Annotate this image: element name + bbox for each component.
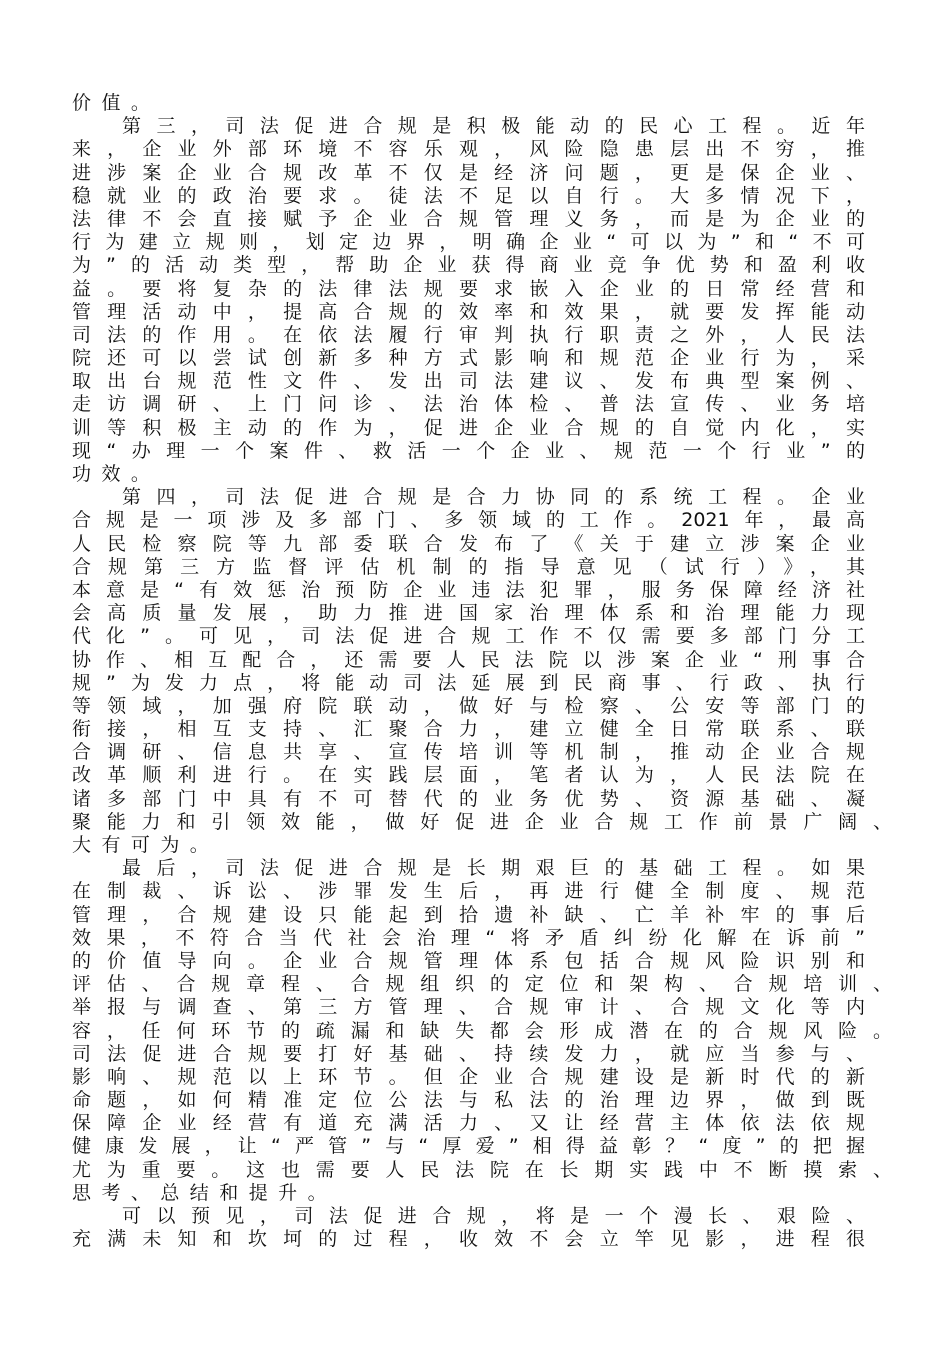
text-line: 合调研、信息共享、宣传培训等机制，推动企业合规 [72,741,865,764]
text-line: 人民检察院等九部委联合发布了《关于建立涉案企业 [72,532,865,555]
text-line: 法律不会直接赋予企业合规管理义务，而是为企业的 [72,207,865,230]
body-text [72,92,892,1251]
text-line: 等领域，加强府院联动，做好与检察、公安等部门的 [72,694,865,717]
text-line: 保障企业经营有道充满活力、又让经营主体依法依规 [72,1112,865,1135]
text-line: 衔接，相互支持、汇聚合力，建立健全日常联系、联 [72,718,865,741]
text-line: 思考、总结和提升。 [72,1181,338,1204]
text-line: 聚能力和引领效能，做好促进企业合规工作前景广阔、 [72,810,892,833]
text-line: 效果，不符合当代社会治理“将矛盾纠纷化解在诉前” [72,926,865,949]
text-line: 在制裁、诉讼、涉罪发生后，再进行健全制度、规范 [72,880,865,903]
text-line: 为”的活动类型，帮助企业获得商业竞争优势和盈利收 [72,254,865,277]
text-line: 院还可以尝试创新多种方式影响和规范企业行为，采 [72,347,865,370]
text-line: 合规第三方监督评估机制的指导意见（试行）》，其 [72,555,865,578]
text-line: 来，企业外部环境不容乐观，风险隐患层出不穷，推 [72,138,865,161]
paragraph-start-line: 第四，司法促进合规是合力协同的系统工程。企业 [122,486,865,509]
text-line: 规”为发力点，将能动司法延展到民商事、行政、执行 [72,671,865,694]
text-line: 评估、合规章程、合规组织的定位和架构、合规培训、 [72,973,892,996]
text-line: 本意是“有效惩治预防企业违法犯罪，服务保障经济社 [72,578,865,601]
text-line: 充满未知和坎坷的过程，收效不会立竿见影，进程很 [72,1228,865,1251]
text-line: 取出台规范性文件、发出司法建议、发布典型案例、 [72,370,865,393]
text-line: 协作、相互配合，还需要人民法院以涉案企业“刑事合 [72,648,865,671]
text-line: 大有可为。 [72,834,220,856]
text-line: 的价值导向。企业合规管理体系包括合规风险识别和 [72,949,865,972]
text-line: 举报与调查、第三方管理、合规审计、合规文化等内 [72,996,865,1019]
text-line: 现“办理一个案件、救活一个企业、规范一个行业”的 [72,439,865,462]
text-line: 管理，合规建设只能起到拾遗补缺、亡羊补牢的事后 [72,903,865,926]
text-line: 健康发展，让“严管”与“厚爱”相得益彰？“度”的把握 [72,1135,865,1158]
text-line: 合规是一项涉及多部门、多领域的工作。2021年，最高 [72,509,865,532]
text-line: 行为建立规则，划定边界，明确企业“可以为”和“不可 [72,231,865,254]
text-line: 管理活动中，提高合规的效率和效果，就要发挥能动 [72,300,865,323]
paragraph-start-line: 最后，司法促进合规是长期艰巨的基础工程。如果 [122,857,865,880]
text-line: 尤为重要。这也需要人民法院在长期实践中不断摸索、 [72,1158,892,1181]
text-line: 改革顺利进行。在实践层面，笔者认为，人民法院在 [72,764,865,787]
text-line: 益。要将复杂的法律法规要求嵌入企业的日常经营和 [72,277,865,300]
text-line: 走访调研、上门问诊、法治体检、普法宣传、业务培 [72,393,865,416]
text-line: 会高质量发展，助力推进国家治理体系和治理能力现 [72,602,865,625]
text-line: 代化”。可见，司法促进合规工作不仅需要多部门分工 [72,625,865,648]
text-line: 命题，如何精准定位公法与私法的治理边界，做到既 [72,1089,865,1112]
paragraph-start-line: 第三，司法促进合规是积极能动的民心工程。近年 [122,115,865,138]
text-line: 影响、规范以上环节。但企业合规建设是新时代的新 [72,1065,865,1088]
text-line: 功效。 [72,463,161,485]
text-line: 价值。 [72,92,161,114]
text-line: 进涉案企业合规改革不仅是经济问题，更是保企业、 [72,161,865,184]
text-line: 容，任何环节的疏漏和缺失都会形成潜在的合规风险。 [72,1019,892,1042]
text-line: 诸多部门中具有不可替代的业务优势、资源基础、凝 [72,787,865,810]
text-line: 训等积极主动的作为，促进企业合规的自觉内化，实 [72,416,865,439]
text-line: 司法促进合规要打好基础、持续发力，就应当参与、 [72,1042,865,1065]
text-line: 稳就业的政治要求。徒法不足以自行。大多情况下， [72,184,865,207]
text-line: 司法的作用。在依法履行审判执行职责之外，人民法 [72,323,865,346]
paragraph-start-line: 可以预见，司法促进合规，将是一个漫长、艰险、 [122,1205,865,1227]
